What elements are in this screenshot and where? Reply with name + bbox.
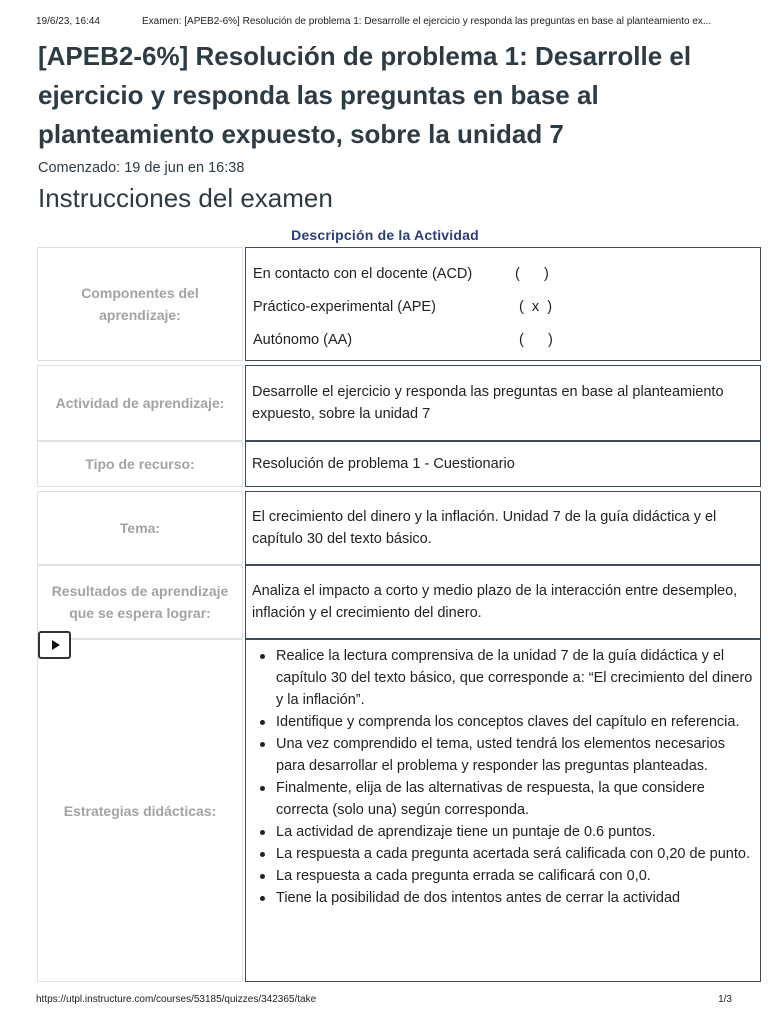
row-label: Componentes del aprendizaje: xyxy=(37,247,243,361)
row-label: Actividad de aprendizaje: xyxy=(37,365,243,441)
table-row-resource-type xyxy=(37,441,761,487)
component-item xyxy=(253,296,553,318)
strategies-list xyxy=(252,640,754,909)
print-footer xyxy=(36,994,732,1008)
component-mark: ( ) xyxy=(519,332,553,348)
component-name: En contacto con el docente (ACD) xyxy=(253,266,473,282)
print-document-title: Examen: [APEB2-6%] Resolución de problema 1: Desarrolle el ejercicio y responda las preguntas en base al planteamiento ex... xyxy=(142,16,712,27)
table-row-topic xyxy=(37,491,761,565)
print-date: 19/6/23, 16:44 xyxy=(36,16,100,27)
list-item: Finalmente, elija de las alternativas de respuesta, la que considere correcta (solo una) según corresponda. xyxy=(276,777,754,821)
table-row-activity xyxy=(37,365,761,441)
component-item xyxy=(253,263,549,285)
row-label: Tipo de recurso: xyxy=(37,441,243,487)
component-mark: ( x ) xyxy=(519,299,553,315)
instructions-heading: Instrucciones del examen xyxy=(38,183,333,213)
row-label: Estrategias didácticas: xyxy=(37,639,243,982)
list-item: La actividad de aprendizaje tiene un puntaje de 0.6 puntos. xyxy=(276,821,754,843)
row-value: Analiza el impacto a corto y medio plazo de la interacción entre desempleo, inflación y el crecimiento del dinero. xyxy=(245,565,761,639)
play-icon xyxy=(52,640,60,650)
row-value: El crecimiento del dinero y la inflación. Unidad 7 de la guía didáctica y el capítulo 30 del texto básico. xyxy=(245,491,761,565)
table-caption: Descripción de la Actividad xyxy=(291,227,479,243)
print-header xyxy=(36,16,732,30)
list-item: Una vez comprendido el tema, usted tendrá los elementos necesarios para desarrollar el problema y responder las preguntas planteadas. xyxy=(276,733,754,777)
row-label: Tema: xyxy=(37,491,243,565)
row-value xyxy=(245,247,761,361)
list-item: La respuesta a cada pregunta acertada será calificada con 0,20 de punto. xyxy=(276,843,754,865)
print-url: https://utpl.instructure.com/courses/53185/quizzes/342365/take xyxy=(36,994,317,1005)
table-row-outcomes xyxy=(37,565,761,639)
list-item: Tiene la posibilidad de dos intentos antes de cerrar la actividad xyxy=(276,887,754,909)
component-name: Autónomo (AA) xyxy=(253,332,353,348)
list-item: La respuesta a cada pregunta errada se calificará con 0,0. xyxy=(276,865,754,887)
play-button[interactable] xyxy=(38,631,71,659)
table-row-strategies xyxy=(37,639,761,982)
started-timestamp: Comenzado: 19 de jun en 16:38 xyxy=(38,160,245,176)
component-item xyxy=(253,329,553,351)
table-row-components xyxy=(37,247,761,361)
row-value: Desarrolle el ejercicio y responda las preguntas en base al planteamiento expuesto, sobre la unidad 7 xyxy=(245,365,761,441)
row-value xyxy=(245,639,761,982)
row-value: Resolución de problema 1 - Cuestionario xyxy=(245,441,761,487)
list-item: Realice la lectura comprensiva de la unidad 7 de la guía didáctica y el capítulo 30 del texto básico, que corresponde a: “El crecimiento del dinero y la inflación”. xyxy=(276,645,754,711)
page-number: 1/3 xyxy=(718,994,732,1005)
row-label: Resultados de aprendizaje que se espera lograr: xyxy=(37,565,243,639)
page-title: [APEB2-6%] Resolución de problema 1: Desarrolle el ejercicio y responda las preguntas en base al planteamiento expuesto, sobre la unidad 7 xyxy=(38,41,692,149)
list-item: Identifique y comprenda los conceptos claves del capítulo en referencia. xyxy=(276,711,754,733)
component-name: Práctico-experimental (APE) xyxy=(253,299,436,315)
component-mark: ( ) xyxy=(515,266,549,282)
